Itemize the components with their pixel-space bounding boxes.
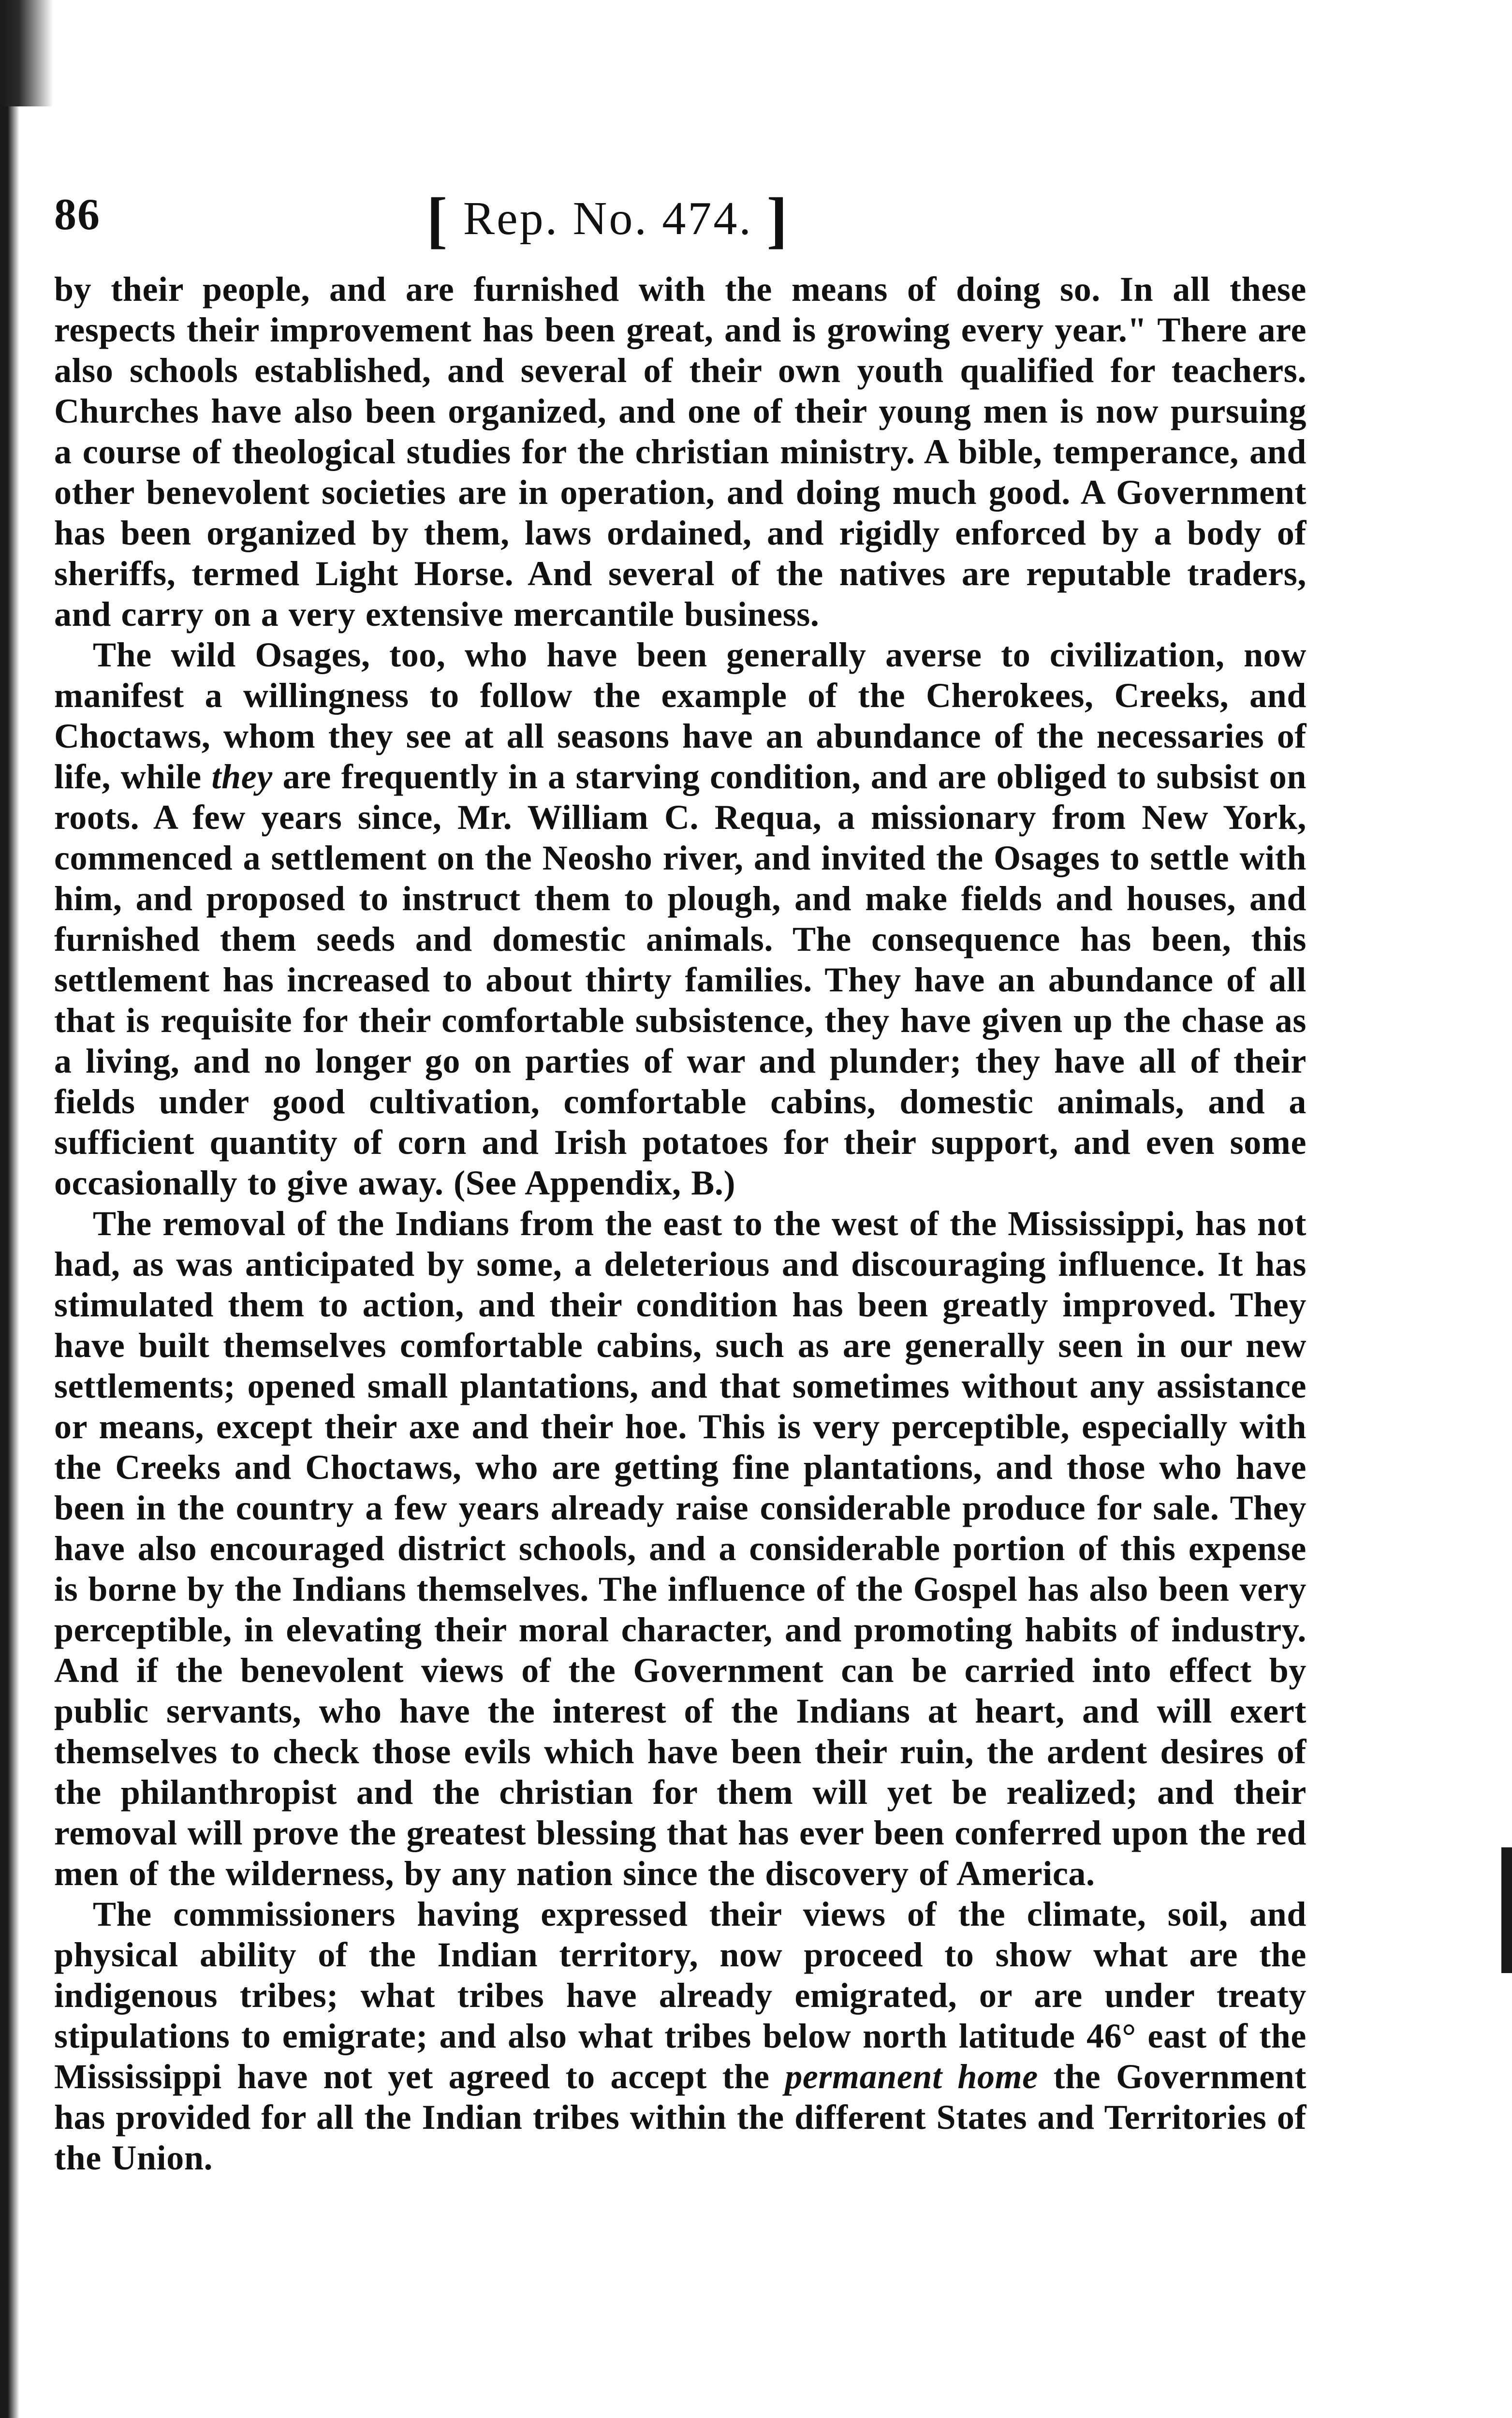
scan-shadow-top-left	[0, 0, 53, 106]
paragraph-commissioners-part-2: the Government has provided for all the Indian tribes within the different States and Territories of the Union.	[54, 2057, 1306, 2177]
document-page	[54, 184, 1306, 2178]
paragraph-commissioners	[54, 1894, 1306, 2178]
paragraph-osages-part-2: are frequently in a starving condition, and are obliged to subsist on roots. A few years since, Mr. William C. Requa, a missionary from New York, commenced a settlement on the Neosho river, and invited the Osages to settle with him, and proposed to instruct them to plough, and make fields and houses, and furnished them seeds and domestic animals. The consequence has been, this settlement has increased to about thirty families. They have an abundance of all that is requisite for their comfortable subsistence, they have given up the chase as a living, and no longer go on parties of war and plunder; they have all of their fields under good cultivation, comfortable cabins, domestic animals, and a sufficient quantity of corn and Irish potatoes for their support, and even some occasionally to give away. (See Appendix, B.)	[54, 757, 1306, 1202]
paragraph-osages	[54, 634, 1306, 1203]
paragraph-removal: The removal of the Indians from the east to the west of the Mississippi, has not had, as was anticipated by some, a deleterious and discouraging influence. It has stimulated them to action, and their condition has been greatly improved. They have built themselves comfortable cabins, such as are generally seen in our new settlements; opened small plantations, and that sometimes without any assistance or means, except their axe and their hoe. This is very perceptible, especially with the Creeks and Choctaws, who are getting fine plantations, and those who have been in the country a few years already raise considerable produce for sale. They have also encouraged district schools, and a considerable portion of this expense is borne by the Indians themselves. The influence of the Gospel has also been very perceptible, in elevating their moral character, and promoting habits of industry. And if the benevolent views of the Government can be carried into effect by public servants, who have the interest of the Indians at heart, and will exert themselves to check those evils which have been their ruin, the ardent desires of the philanthropist and the christian for them will yet be realized; and their removal will prove the greatest blessing that has ever been conferred upon the red men of the wilderness, by any nation since the discovery of America.	[54, 1204, 1306, 1893]
report-number: Rep. No. 474.	[463, 192, 753, 245]
close-bracket: ]	[766, 185, 790, 255]
page-number: 86	[54, 190, 101, 239]
body-text	[54, 269, 1306, 2178]
scan-border-right	[1501, 1847, 1512, 1973]
paragraph-osages-part-1: The wild Osages, too, who have been generally averse to civilization, now manifest a willingness to follow the example of the Cherokees, Creeks, and Choctaws, whom they see at all seasons have an abundance of the necessaries of life, while	[54, 635, 1306, 796]
scan-border-left	[0, 0, 19, 2418]
report-number-heading	[426, 184, 790, 256]
paragraph-continuation: by their people, and are furnished with the means of doing so. In all these respects their improvement has been great, and is growing every year." There are also schools established, and several of their own youth qualified for teachers. Churches have also been organized, and one of their young men is now pursuing a course of theological studies for the christian ministry. A bible, temperance, and other benevolent societies are in operation, and doing much good. A Government has been organized by them, laws ordained, and rigidly enforced by a body of sheriffs, termed Light Horse. And several of the natives are reputable traders, and carry on a very extensive mercantile business.	[54, 270, 1306, 634]
paragraph-commissioners-part-1: The commissioners having expressed their views of the climate, soil, and physical ability of the Indian territory, now proceed to show what are the indigenous tribes; what tribes have already emigrated, or are under treaty stipulations to emigrate; and also what tribes below north latitude 46° east of the Mississippi have not yet agreed to accept the	[54, 1895, 1306, 2096]
running-head	[54, 184, 1306, 255]
paragraph-commissioners-emphasis: permanent home	[785, 2057, 1038, 2096]
paragraph-osages-emphasis: they	[211, 757, 273, 796]
open-bracket: [	[426, 185, 450, 255]
